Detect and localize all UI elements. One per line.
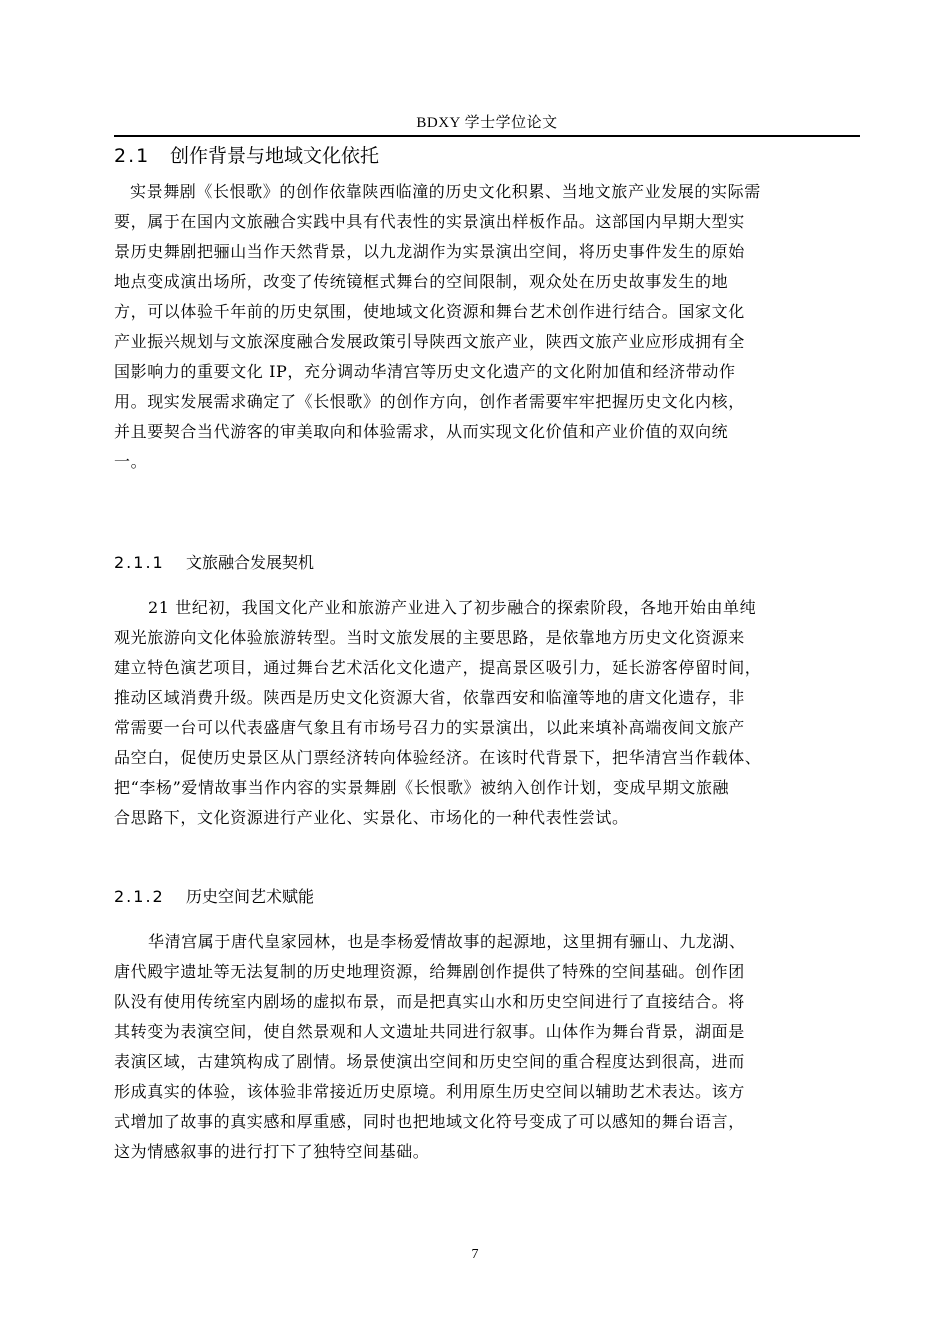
- paragraph-line: 品空白，促使历史景区从门票经济转向体验经济。在该时代背景下，把华清宫当作载体、: [114, 748, 762, 767]
- section-paragraph: [114, 177, 860, 477]
- subsection-number: 2.1.2: [114, 887, 165, 906]
- paragraph-line: 把“李杨”爱情故事当作内容的实景舞剧《长恨歌》被纳入创作计划，变成早期文旅融: [114, 778, 730, 797]
- paragraph-line: 唐代殿宇遗址等无法复制的历史地理资源，给舞剧创作提供了特殊的空间基础。创作团: [114, 962, 745, 981]
- paragraph-line: 要，属于在国内文旅融合实践中具有代表性的实景演出样板作品。这部国内早期大型实: [114, 212, 745, 231]
- subsection-paragraph: [114, 593, 860, 833]
- paragraph-line: 方，可以体验千年前的历史氛围，使地域文化资源和舞台艺术创作进行结合。国家文化: [114, 302, 745, 321]
- paragraph-line: 推动区域消费升级。陕西是历史文化资源大省，依靠西安和临潼等地的唐文化遗存，非: [114, 688, 745, 707]
- paragraph-line: 常需要一台可以代表盛唐气象且有市场号召力的实景演出，以此来填补高端夜间文旅产: [114, 718, 745, 737]
- paragraph-line: 地点变成演出场所，改变了传统镜框式舞台的空间限制，观众处在历史故事发生的地: [114, 272, 729, 291]
- paragraph-line: 实景舞剧《长恨歌》的创作依靠陕西临潼的历史文化积累、当地文旅产业发展的实际需: [130, 182, 761, 201]
- subsection-number: 2.1.1: [114, 553, 165, 572]
- page-number: 7: [471, 1247, 479, 1262]
- paragraph-line: 景历史舞剧把骊山当作天然背景，以九龙湖作为实景演出空间，将历史事件发生的原始: [114, 242, 745, 261]
- paragraph-line: 国影响力的重要文化 IP，充分调动华清宫等历史文化遗产的文化附加值和经济带动作: [114, 362, 736, 381]
- subsection-heading: [114, 886, 314, 908]
- paragraph-line: 一。: [114, 452, 148, 471]
- header-rule: [114, 135, 860, 137]
- paragraph-line: 产业振兴规划与文旅深度融合发展政策引导陕西文旅产业，陕西文旅产业应形成拥有全: [114, 332, 745, 351]
- paragraph-line: 并且要契合当代游客的审美取向和体验需求，从而实现文化价值和产业价值的双向统: [114, 422, 729, 441]
- running-header: BDXY 学士学位论文: [416, 115, 558, 131]
- subsection-title: 历史空间艺术赋能: [186, 887, 315, 906]
- subsection-heading: [114, 552, 314, 574]
- paragraph-line: 用。现实发展需求确定了《长恨歌》的创作方向，创作者需要牢牢把握历史文化内核，: [114, 392, 745, 411]
- paragraph-line: 队没有使用传统室内剧场的虚拟布景，而是把真实山水和历史空间进行了直接结合。将: [114, 992, 745, 1011]
- paragraph-line: 建立特色演艺项目，通过舞台艺术活化文化遗产，提高景区吸引力，延长游客停留时间，: [114, 658, 762, 677]
- section-heading: [114, 143, 379, 169]
- paragraph-line: 观光旅游向文化体验旅游转型。当时文旅发展的主要思路，是依靠地方历史文化资源来: [114, 628, 745, 647]
- paragraph-line: 表演区域，古建筑构成了剧情。场景使演出空间和历史空间的重合程度达到很高，进而: [114, 1052, 745, 1071]
- subsection-title: 文旅融合发展契机: [186, 553, 315, 572]
- paragraph-line: 形成真实的体验，该体验非常接近历史原境。利用原生历史空间以辅助艺术表达。该方: [114, 1082, 745, 1101]
- paragraph-line: 式增加了故事的真实感和厚重感，同时也把地域文化符号变成了可以感知的舞台语言，: [114, 1112, 745, 1131]
- section-number: 2.1: [114, 145, 151, 167]
- paragraph-line: 21 世纪初，我国文化产业和旅游产业进入了初步融合的探索阶段，各地开始由单纯: [148, 598, 757, 617]
- paragraph-line: 其转变为表演空间，使自然景观和人文遗址共同进行叙事。山体作为舞台背景，湖面是: [114, 1022, 745, 1041]
- paragraph-line: 合思路下，文化资源进行产业化、实景化、市场化的一种代表性尝试。: [114, 808, 629, 827]
- subsection-paragraph: [114, 927, 860, 1167]
- paragraph-line: 华清宫属于唐代皇家园林，也是李杨爱情故事的起源地，这里拥有骊山、九龙湖、: [148, 932, 746, 951]
- paragraph-line: 这为情感叙事的进行打下了独特空间基础。: [114, 1142, 430, 1161]
- section-title: 创作背景与地域文化依托: [170, 145, 380, 167]
